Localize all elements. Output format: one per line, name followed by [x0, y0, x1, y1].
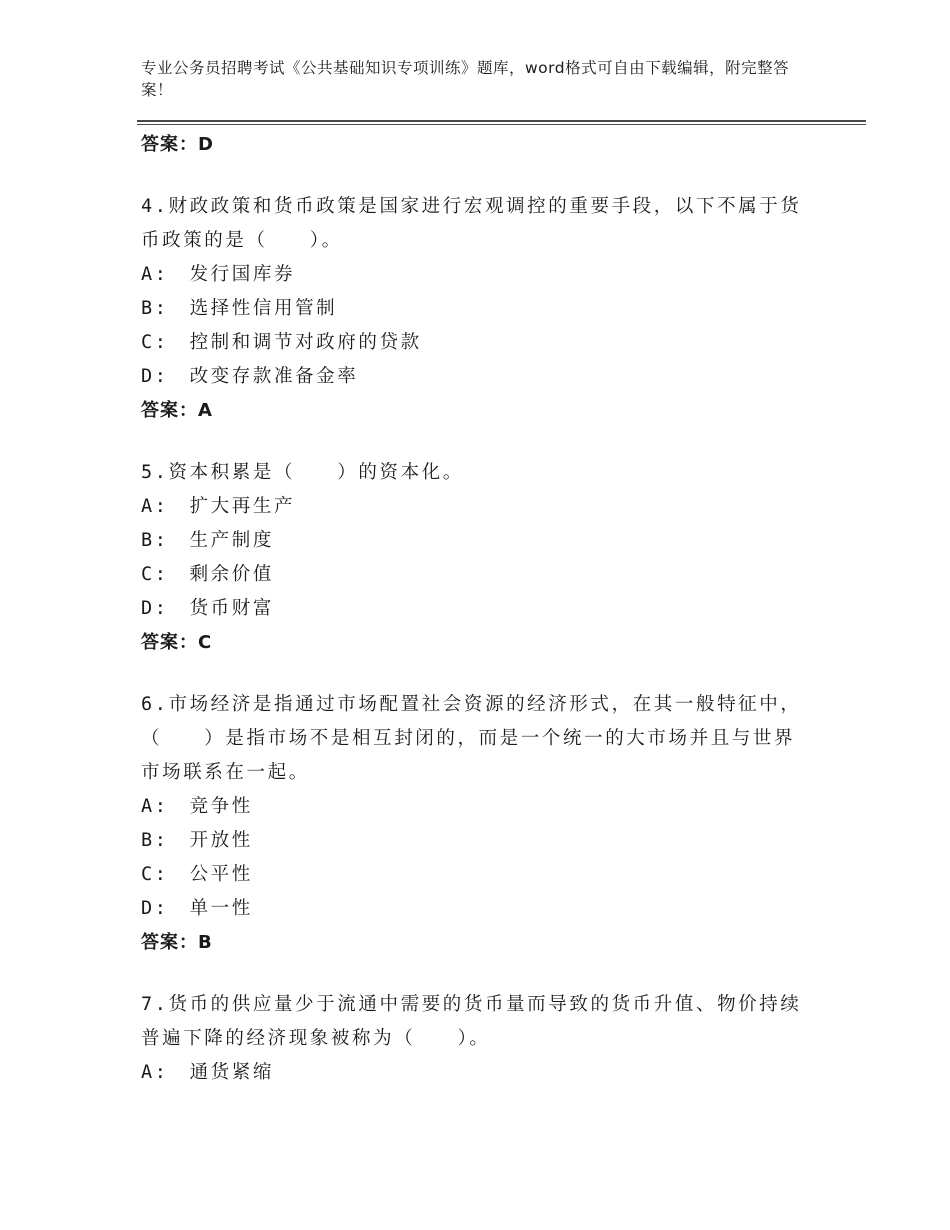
answer: 答案：B: [141, 932, 213, 953]
option-b: B: 选择性信用管制: [141, 298, 338, 319]
option-a: A: 竞争性: [141, 796, 253, 817]
header-rule-thin: [137, 124, 866, 125]
option-a: A: 通货紧缩: [141, 1062, 274, 1083]
answer: 答案：A: [141, 400, 213, 421]
option-d: D: 改变存款准备金率: [141, 366, 359, 387]
question-5: [141, 456, 806, 660]
question-6: [141, 688, 806, 960]
document-body: [141, 128, 806, 1090]
answer: 答案：C: [141, 632, 213, 653]
answer-prev: 答案：D: [141, 134, 214, 155]
option-a: A: 发行国库券: [141, 264, 296, 285]
question-7: [141, 988, 806, 1090]
option-c: C: 控制和调节对政府的贷款: [141, 332, 422, 353]
question-4: [141, 190, 806, 428]
option-d: D: 单一性: [141, 898, 253, 919]
option-b: B: 生产制度: [141, 530, 274, 551]
header-rule-thick: [137, 120, 866, 122]
option-a: A: 扩大再生产: [141, 496, 296, 517]
option-b: B: 开放性: [141, 830, 253, 851]
option-c: C: 公平性: [141, 864, 253, 885]
option-c: C: 剩余价值: [141, 564, 274, 585]
option-d: D: 货币财富: [141, 598, 274, 619]
question-stem: 7.货币的供应量少于流通中需要的货币量而导致的货币升值、物价持续普遍下降的经济现象被称为（ ）。: [141, 994, 802, 1049]
question-stem: 4.财政政策和货币政策是国家进行宏观调控的重要手段，以下不属于货币政策的是（ ）。: [141, 196, 802, 251]
page-header: 专业公务员招聘考试《公共基础知识专项训练》题库，word格式可自由下载编辑，附完整答案！: [141, 59, 790, 99]
question-stem: 5.资本积累是（ ）的资本化。: [141, 462, 464, 483]
question-stem: 6.市场经济是指通过市场配置社会资源的经济形式，在其一般特征中，（ ）是指市场不是相互封闭的，而是一个统一的大市场并且与世界市场联系在一起。: [141, 694, 802, 783]
